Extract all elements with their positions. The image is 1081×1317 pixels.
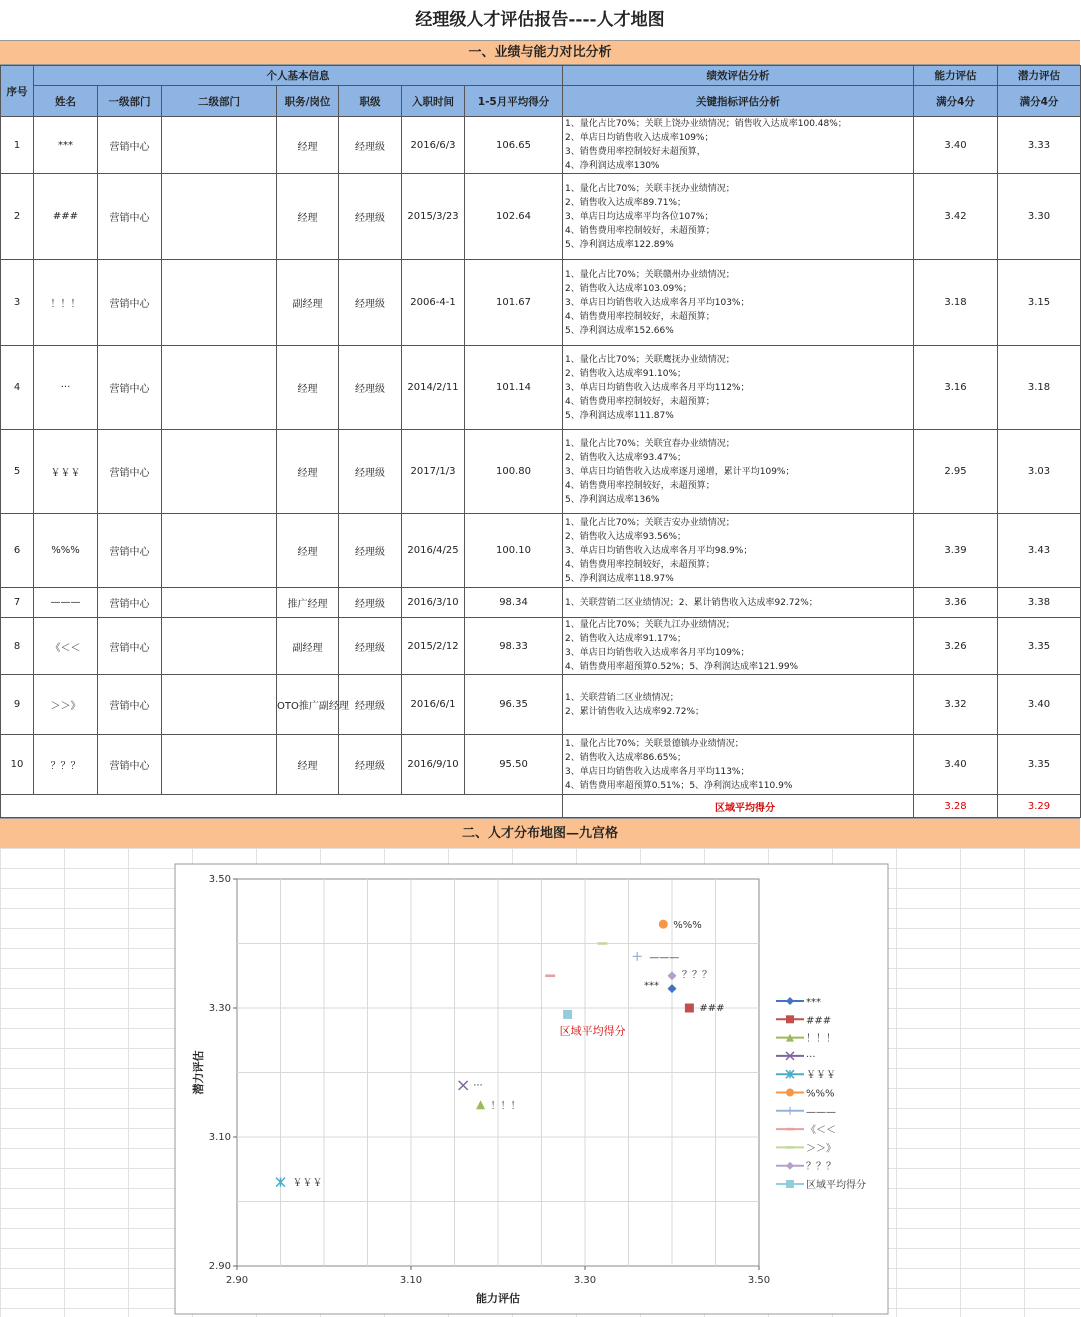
summary-row bbox=[1, 795, 1081, 818]
cell-seq: 10 bbox=[1, 735, 34, 795]
cell-dept1: 营销中心 bbox=[98, 117, 162, 174]
kpi-line: 5、净利润达成率111.87% bbox=[565, 410, 674, 421]
kpi-line: 3、销售费用率控制较好未超预算， bbox=[565, 147, 706, 157]
cell-position: 副经理 bbox=[277, 260, 339, 346]
cell-ability: 3.39 bbox=[914, 514, 998, 588]
cell-name: ￥￥￥ bbox=[34, 430, 98, 514]
kpi-line: 1、量化占比70%；关联景德镇办业绩情况； bbox=[565, 738, 744, 749]
cell-dept2 bbox=[162, 588, 277, 618]
cell-dept2 bbox=[162, 117, 277, 174]
legend-label: ？？？ bbox=[806, 1161, 836, 1173]
cell-hire-date: 2016/6/1 bbox=[402, 675, 465, 735]
legend-marker bbox=[786, 1089, 794, 1097]
cell-name: %%% bbox=[34, 514, 98, 588]
kpi-line: 4、销售费用率超预算0.51%；5、净利润达成率110.9% bbox=[565, 780, 793, 791]
cell-dept2 bbox=[162, 514, 277, 588]
kpi-line: 4、销售费用率控制较好，未超预算； bbox=[565, 396, 715, 407]
cell-dept2 bbox=[162, 430, 277, 514]
legend-label: 区域平均得分 bbox=[806, 1180, 866, 1191]
cell-hire-date: 2016/6/3 bbox=[402, 117, 465, 174]
cell-potential: 3.35 bbox=[998, 735, 1081, 795]
col-position: 职务/岗位 bbox=[277, 86, 339, 117]
cell-kpi bbox=[563, 117, 914, 174]
cell-kpi bbox=[563, 430, 914, 514]
y-axis-label: 潜力评估 bbox=[192, 1050, 205, 1095]
col-dept1: 一级部门 bbox=[98, 86, 162, 117]
table-row bbox=[1, 675, 1081, 735]
cell-kpi bbox=[563, 675, 914, 735]
cell-ability: 3.18 bbox=[914, 260, 998, 346]
kpi-line: 4、销售费用率控制较好，未超预算； bbox=[565, 225, 715, 236]
cell-hire-date: 2016/9/10 bbox=[402, 735, 465, 795]
col-name: 姓名 bbox=[34, 86, 98, 117]
cell-avg-score: 102.64 bbox=[465, 174, 563, 260]
cell-rank: 经理级 bbox=[339, 514, 402, 588]
cell-avg-score: 100.10 bbox=[465, 514, 563, 588]
legend-marker bbox=[786, 1015, 794, 1023]
cell-seq: 4 bbox=[1, 346, 34, 430]
cell-name: ＞＞》 bbox=[34, 675, 98, 735]
kpi-line: 1、量化占比70%；关联鹰抚办业绩情况； bbox=[565, 354, 735, 365]
summary-potential: 3.29 bbox=[998, 795, 1081, 818]
scatter-chart bbox=[0, 848, 1080, 1317]
summary-blank bbox=[1, 795, 563, 818]
cell-seq: 5 bbox=[1, 430, 34, 514]
legend-label: ＞＞》 bbox=[806, 1143, 836, 1155]
data-point bbox=[685, 1004, 694, 1013]
cell-avg-score: 106.65 bbox=[465, 117, 563, 174]
cell-potential: 3.35 bbox=[998, 618, 1081, 675]
data-label: ··· bbox=[473, 1080, 483, 1092]
kpi-line: 5、净利润达成率136% bbox=[565, 494, 660, 505]
kpi-line: 3、单店日均销售收入达成率各月平均113%； bbox=[565, 766, 750, 777]
kpi-line: 1、关联营销二区业绩情况；2、累计销售收入达成率92.72%； bbox=[565, 597, 818, 608]
cell-dept1: 营销中心 bbox=[98, 514, 162, 588]
cell-seq: 3 bbox=[1, 260, 34, 346]
cell-ability: 2.95 bbox=[914, 430, 998, 514]
cell-dept1: 营销中心 bbox=[98, 588, 162, 618]
col-kpi: 关键指标评估分析 bbox=[563, 86, 914, 117]
cell-name: 《＜＜ bbox=[34, 618, 98, 675]
cell-kpi bbox=[563, 346, 914, 430]
cell-name: ？？？ bbox=[34, 735, 98, 795]
cell-position: OTO推广副经理 bbox=[277, 675, 339, 735]
table-row bbox=[1, 514, 1081, 588]
table-row bbox=[1, 588, 1081, 618]
talent-map-chart bbox=[0, 848, 1080, 1317]
x-tick-label: 3.30 bbox=[573, 1275, 597, 1286]
legend-label: ！！！ bbox=[806, 1033, 836, 1045]
col-potential: 潜力评估 bbox=[998, 66, 1081, 86]
kpi-line: 4、销售费用率控制较好，未超预算； bbox=[565, 559, 715, 570]
kpi-line: 2、销售收入达成率89.71%； bbox=[565, 197, 687, 208]
cell-potential: 3.18 bbox=[998, 346, 1081, 430]
col-hire-date: 入职时间 bbox=[402, 86, 465, 117]
cell-dept1: 营销中心 bbox=[98, 430, 162, 514]
col-seq: 序号 bbox=[1, 66, 34, 117]
col-ability: 能力评估 bbox=[914, 66, 998, 86]
cell-rank: 经理级 bbox=[339, 618, 402, 675]
data-label: ！！！ bbox=[490, 1100, 521, 1112]
cell-position: 经理 bbox=[277, 514, 339, 588]
col-group-perf: 绩效评估分析 bbox=[563, 66, 914, 86]
kpi-line: 5、净利润达成率118.97% bbox=[565, 573, 674, 584]
data-point bbox=[659, 920, 668, 929]
kpi-line: 4、销售费用率控制较好，未超预算； bbox=[565, 480, 715, 491]
cell-dept2 bbox=[162, 675, 277, 735]
cell-dept1: 营销中心 bbox=[98, 260, 162, 346]
kpi-line: 5、净利润达成率122.89% bbox=[565, 239, 674, 250]
cell-rank: 经理级 bbox=[339, 430, 402, 514]
cell-rank: 经理级 bbox=[339, 346, 402, 430]
legend-label: *** bbox=[806, 997, 821, 1008]
data-label: 区域平均得分 bbox=[559, 1024, 626, 1038]
kpi-line: 2、销售收入达成率103.09%； bbox=[565, 283, 692, 294]
cell-seq: 1 bbox=[1, 117, 34, 174]
cell-potential: 3.15 bbox=[998, 260, 1081, 346]
y-tick-label: 3.10 bbox=[208, 1132, 231, 1143]
cell-seq: 7 bbox=[1, 588, 34, 618]
x-tick-label: 3.50 bbox=[747, 1275, 771, 1286]
cell-rank: 经理级 bbox=[339, 174, 402, 260]
cell-rank: 经理级 bbox=[339, 260, 402, 346]
cell-position: 经理 bbox=[277, 117, 339, 174]
cell-dept1: 营销中心 bbox=[98, 675, 162, 735]
cell-kpi bbox=[563, 260, 914, 346]
cell-avg-score: 101.14 bbox=[465, 346, 563, 430]
cell-ability: 3.32 bbox=[914, 675, 998, 735]
cell-potential: 3.03 bbox=[998, 430, 1081, 514]
section-header-talent-map: 二、人才分布地图—九宫格 bbox=[0, 818, 1080, 849]
cell-ability: 3.42 bbox=[914, 174, 998, 260]
cell-hire-date: 2015/2/12 bbox=[402, 618, 465, 675]
cell-rank: 经理级 bbox=[339, 588, 402, 618]
cell-hire-date: 2016/4/25 bbox=[402, 514, 465, 588]
kpi-line: 1、量化占比70%；关联九江办业绩情况； bbox=[565, 620, 735, 630]
cell-name: ### bbox=[34, 174, 98, 260]
kpi-line: 4、净利润达成率130% bbox=[565, 161, 660, 171]
data-label: *** bbox=[644, 980, 659, 992]
cell-position: 经理 bbox=[277, 346, 339, 430]
data-label: ？？？ bbox=[682, 969, 712, 981]
x-tick-label: 2.90 bbox=[225, 1275, 249, 1286]
cell-avg-score: 100.80 bbox=[465, 430, 563, 514]
cell-kpi bbox=[563, 174, 914, 260]
kpi-line: 4、销售费用率控制较好，未超预算； bbox=[565, 311, 715, 322]
table-row bbox=[1, 174, 1081, 260]
x-tick-label: 3.10 bbox=[399, 1275, 423, 1286]
data-label: ——— bbox=[649, 952, 680, 964]
cell-seq: 9 bbox=[1, 675, 34, 735]
kpi-line: 1、量化占比70%；关联宜春办业绩情况； bbox=[565, 438, 735, 449]
cell-seq: 8 bbox=[1, 618, 34, 675]
cell-dept1: 营销中心 bbox=[98, 346, 162, 430]
kpi-line: 3、单店日均达成率平均各位107%； bbox=[565, 211, 714, 222]
cell-avg-score: 101.67 bbox=[465, 260, 563, 346]
summary-label: 区域平均得分 bbox=[563, 795, 914, 818]
cell-hire-date: 2015/3/23 bbox=[402, 174, 465, 260]
kpi-line: 2、销售收入达成率91.17%； bbox=[565, 634, 687, 644]
cell-name: ——— bbox=[34, 588, 98, 618]
cell-ability: 3.40 bbox=[914, 735, 998, 795]
cell-potential: 3.43 bbox=[998, 514, 1081, 588]
cell-dept2 bbox=[162, 260, 277, 346]
section-header-analysis: 一、业绩与能力对比分析 bbox=[0, 40, 1080, 65]
cell-kpi bbox=[563, 735, 914, 795]
kpi-line: 2、销售收入达成率93.47%； bbox=[565, 452, 687, 463]
cell-dept2 bbox=[162, 346, 277, 430]
cell-ability: 3.16 bbox=[914, 346, 998, 430]
cell-rank: 经理级 bbox=[339, 675, 402, 735]
col-group-basic-info: 个人基本信息 bbox=[34, 66, 563, 86]
kpi-line: 2、销售收入达成率91.10%； bbox=[565, 368, 687, 379]
cell-potential: 3.33 bbox=[998, 117, 1081, 174]
cell-potential: 3.30 bbox=[998, 174, 1081, 260]
cell-seq: 6 bbox=[1, 514, 34, 588]
col-avg-score: 1-5月平均得分 bbox=[465, 86, 563, 117]
kpi-line: 3、单店日均销售收入达成率各月平均98.9%； bbox=[565, 545, 753, 556]
table-row bbox=[1, 735, 1081, 795]
table-row bbox=[1, 618, 1081, 675]
cell-name: *** bbox=[34, 117, 98, 174]
legend-label: ### bbox=[806, 1015, 832, 1027]
cell-hire-date: 2016/3/10 bbox=[402, 588, 465, 618]
cell-dept2 bbox=[162, 618, 277, 675]
legend-label: ￥￥￥ bbox=[806, 1070, 836, 1082]
cell-potential: 3.40 bbox=[998, 675, 1081, 735]
kpi-line: 1、量化占比70%；关联赣州办业绩情况； bbox=[565, 269, 735, 280]
kpi-line: 2、累计销售收入达成率92.72%； bbox=[565, 706, 705, 717]
kpi-line: 1、量化占比70%；关联上饶办业绩情况；销售收入达成率100.48%； bbox=[565, 119, 847, 129]
x-axis-label: 能力评估 bbox=[476, 1292, 520, 1305]
cell-position: 经理 bbox=[277, 174, 339, 260]
col-dept2: 二级部门 bbox=[162, 86, 277, 117]
kpi-line: 2、销售收入达成率93.56%； bbox=[565, 531, 687, 542]
kpi-line: 1、量化占比70%；关联丰抚办业绩情况； bbox=[565, 183, 735, 194]
col-potential-full: 满分4分 bbox=[998, 86, 1081, 117]
cell-position: 推广经理 bbox=[277, 588, 339, 618]
kpi-line: 1、量化占比70%；关联吉安办业绩情况； bbox=[565, 517, 735, 528]
col-ability-full: 满分4分 bbox=[914, 86, 998, 117]
data-point bbox=[563, 1010, 572, 1019]
talent-table bbox=[0, 65, 1081, 818]
cell-rank: 经理级 bbox=[339, 735, 402, 795]
cell-hire-date: 2017/1/3 bbox=[402, 430, 465, 514]
kpi-line: 3、单店日均销售收入达成率各月平均112%； bbox=[565, 382, 750, 393]
legend-label: ——— bbox=[806, 1106, 836, 1118]
data-label: %%% bbox=[673, 920, 702, 932]
data-label: ￥￥￥ bbox=[292, 1178, 323, 1190]
cell-position: 经理 bbox=[277, 735, 339, 795]
summary-ability: 3.28 bbox=[914, 795, 998, 818]
table-row bbox=[1, 260, 1081, 346]
cell-ability: 3.40 bbox=[914, 117, 998, 174]
data-label: ### bbox=[699, 1003, 725, 1014]
cell-position: 经理 bbox=[277, 430, 339, 514]
cell-rank: 经理级 bbox=[339, 117, 402, 174]
cell-kpi bbox=[563, 618, 914, 675]
cell-name: ！！！ bbox=[34, 260, 98, 346]
kpi-line: 3、单店日均销售收入达成率各月平均103%； bbox=[565, 297, 750, 308]
legend-marker bbox=[786, 1180, 794, 1188]
col-rank: 职级 bbox=[339, 86, 402, 117]
y-tick-label: 3.30 bbox=[208, 1003, 231, 1014]
kpi-line: 1、关联营销二区业绩情况； bbox=[565, 692, 679, 703]
page-title: 经理级人才评估报告----人才地图 bbox=[415, 10, 665, 30]
cell-avg-score: 98.34 bbox=[465, 588, 563, 618]
cell-dept1: 营销中心 bbox=[98, 735, 162, 795]
cell-hire-date: 2014/2/11 bbox=[402, 346, 465, 430]
cell-hire-date: 2006-4-1 bbox=[402, 260, 465, 346]
y-tick-label: 2.90 bbox=[208, 1261, 231, 1272]
cell-avg-score: 96.35 bbox=[465, 675, 563, 735]
table-row bbox=[1, 117, 1081, 174]
y-tick-label: 3.50 bbox=[208, 874, 231, 885]
cell-dept1: 营销中心 bbox=[98, 618, 162, 675]
kpi-line: 2、销售收入达成率86.65%； bbox=[565, 752, 687, 763]
cell-kpi bbox=[563, 588, 914, 618]
cell-name: ··· bbox=[34, 346, 98, 430]
cell-dept2 bbox=[162, 174, 277, 260]
cell-ability: 3.36 bbox=[914, 588, 998, 618]
cell-seq: 2 bbox=[1, 174, 34, 260]
cell-avg-score: 95.50 bbox=[465, 735, 563, 795]
legend-label: 《＜＜ bbox=[806, 1125, 836, 1137]
cell-potential: 3.38 bbox=[998, 588, 1081, 618]
kpi-line: 3、单店日均销售收入达成率逐月递增，累计平均109%； bbox=[565, 466, 795, 477]
table-row bbox=[1, 430, 1081, 514]
legend-label: %%% bbox=[806, 1088, 835, 1100]
cell-avg-score: 98.33 bbox=[465, 618, 563, 675]
cell-ability: 3.26 bbox=[914, 618, 998, 675]
cell-position: 副经理 bbox=[277, 618, 339, 675]
kpi-line: 2、单店日均销售收入达成率109%； bbox=[565, 133, 714, 143]
kpi-line: 3、单店日均销售收入达成率各月平均109%； bbox=[565, 648, 750, 658]
cell-dept1: 营销中心 bbox=[98, 174, 162, 260]
cell-kpi bbox=[563, 514, 914, 588]
kpi-line: 5、净利润达成率152.66% bbox=[565, 325, 674, 336]
cell-dept2 bbox=[162, 735, 277, 795]
kpi-line: 4、销售费用率超预算0.52%；5、净利润达成率121.99% bbox=[565, 662, 799, 672]
legend-label: ··· bbox=[806, 1051, 816, 1063]
table-row bbox=[1, 346, 1081, 430]
